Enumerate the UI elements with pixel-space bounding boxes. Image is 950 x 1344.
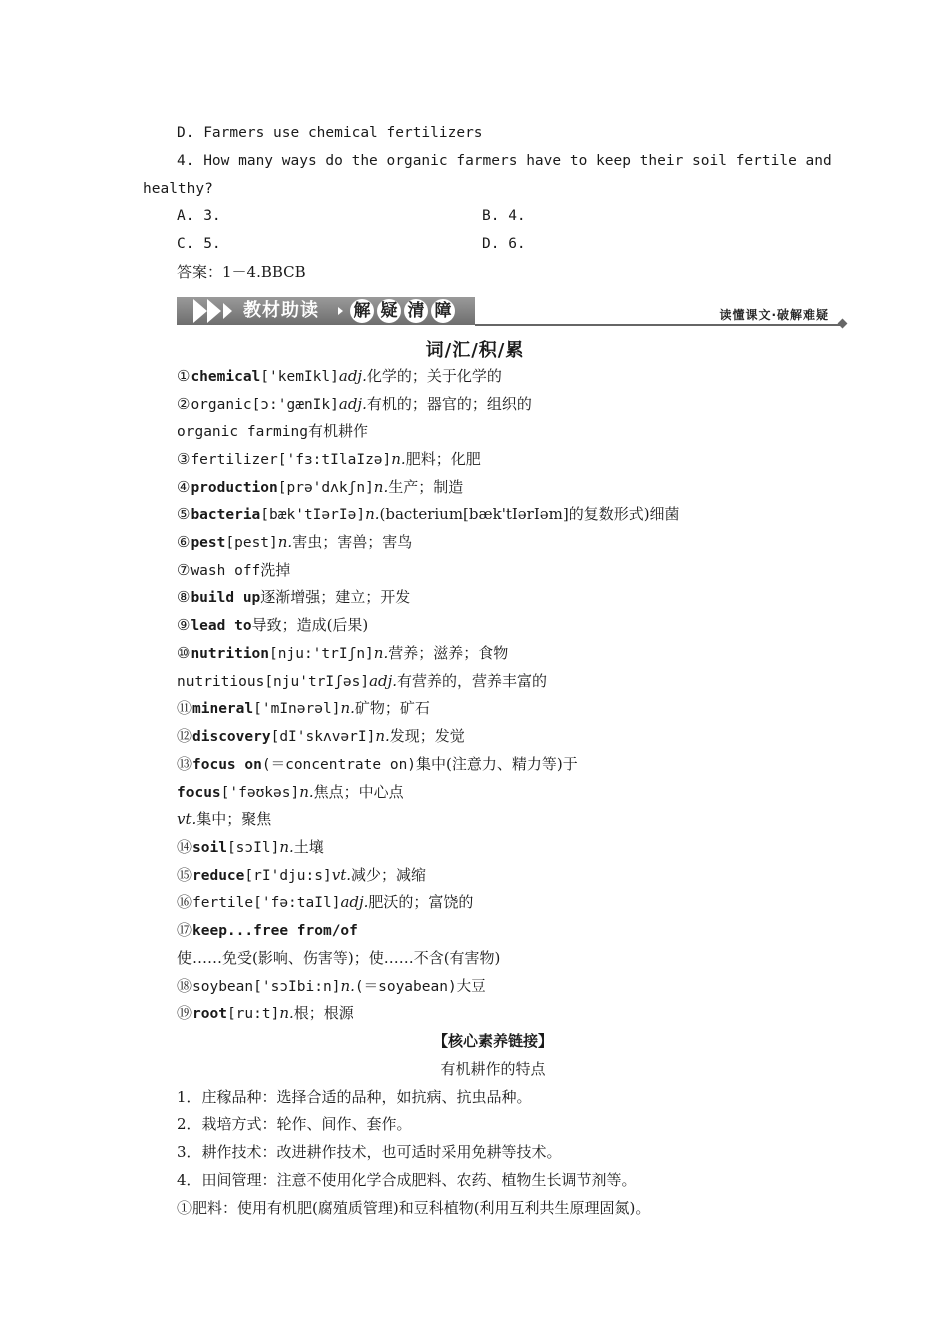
chevron-right-icon bbox=[193, 299, 207, 323]
core-subheading: 有机耕作的特点 bbox=[440, 1060, 546, 1078]
vocab-item: ①chemical['kemIkl]adj.化学的；关于化学的 bbox=[177, 367, 502, 385]
vocab-word: lead to bbox=[190, 618, 252, 634]
vocab-word: nutrition bbox=[190, 646, 270, 662]
vocab-word: root bbox=[192, 1006, 227, 1022]
vocab-word: soybean bbox=[192, 979, 254, 995]
vocab-word: chemical bbox=[190, 369, 261, 385]
vocab-item: ⑧build up逐渐增强；建立；开发 bbox=[177, 588, 411, 606]
option-a: A. 3. bbox=[177, 208, 221, 224]
question-4-line-1: 4. How many ways do the organic farmers have to keep their soil fertile and bbox=[177, 153, 832, 169]
vocab-item: ⑦wash off洗掉 bbox=[177, 561, 291, 579]
banner-title: 教材助读 bbox=[243, 300, 319, 321]
vocab-word: mineral bbox=[192, 701, 254, 717]
banner-title-badges bbox=[350, 299, 455, 323]
vocab-word: production bbox=[190, 480, 278, 496]
banner-subtitle: 读懂课文·破解难疑 bbox=[719, 308, 829, 322]
core-paragraph: 2．栽培方式：轮作、间作、套作。 bbox=[177, 1115, 412, 1133]
vocab-word: discovery bbox=[192, 729, 271, 745]
core-paragraph: ①肥料：使用有机肥(腐殖质管理)和豆科植物(利用互利共生原理固氮)。 bbox=[177, 1199, 651, 1217]
core-heading: 【核心素养链接】 bbox=[432, 1032, 553, 1050]
triangle-dot-icon bbox=[338, 307, 343, 315]
vocab-word: fertilizer bbox=[190, 452, 278, 468]
vocab-item: ②organic[ɔ:'gænIk]adj.有机的；器官的；组织的 bbox=[177, 395, 532, 413]
vocab-item: ⑱soybean['sɔIbi:n]n.(＝soyabean)大豆 bbox=[177, 977, 486, 995]
vocab-word: bacteria bbox=[190, 507, 261, 523]
diamond-icon bbox=[838, 319, 848, 329]
vocab-item: ⑭soil[sɔIl]n.土壤 bbox=[177, 838, 324, 856]
banner-badge-char: 疑 bbox=[377, 299, 401, 323]
question-4-options-row-1 bbox=[177, 206, 221, 226]
vocab-item: ⑨lead to导致；造成(后果) bbox=[177, 616, 369, 634]
option-c: C. 5. bbox=[177, 236, 221, 252]
vocab-item: nutritious[nju'trIʃəs]adj.有营养的，营养丰富的 bbox=[177, 672, 548, 690]
question-3-option-d: D. Farmers use chemical fertilizers bbox=[177, 125, 483, 141]
vocab-item: ⑤bacteria[bæk'tIərIə]n.(bacterium[bæk'tIərIəm]的复数形式)细菌 bbox=[177, 505, 680, 523]
vocab-item: focus['fəʊkəs]n.焦点；中心点 bbox=[177, 783, 404, 801]
vocab-item: ⑩nutrition[nju:'trIʃn]n.营养；滋养；食物 bbox=[177, 644, 509, 662]
core-paragraph: 4．田间管理：注意不使用化学合成肥料、农药、植物生长调节剂等。 bbox=[177, 1171, 637, 1189]
vocab-word: organic farming bbox=[177, 424, 308, 440]
vocab-item: ⑪mineral['mInərəl]n.矿物；矿石 bbox=[177, 699, 430, 717]
vocab-word: nutritious bbox=[177, 674, 265, 690]
vocab-word: wash off bbox=[190, 563, 261, 579]
vocab-item: ③fertilizer['fɜ:tIlaIzə]n.肥料；化肥 bbox=[177, 450, 481, 468]
vocab-word: organic bbox=[190, 397, 252, 413]
vocab-word: reduce bbox=[192, 868, 245, 884]
vocab-item: organic farming有机耕作 bbox=[177, 422, 368, 440]
banner-badge-char: 障 bbox=[431, 299, 455, 323]
chevron-right-icon bbox=[207, 299, 221, 323]
vocab-title: 词/汇/积/累 bbox=[425, 340, 525, 361]
vocab-item: ⑥pest[pest]n.害虫；害兽；害鸟 bbox=[177, 533, 413, 551]
core-paragraph: 3．耕作技术：改进耕作技术，也可适时采用免耕等技术。 bbox=[177, 1143, 562, 1161]
question-4-line-2: healthy? bbox=[143, 181, 213, 197]
vocab-item: 使……免受(影响、伤害等)；使……不含(有害物) bbox=[177, 949, 501, 967]
chevron-right-icon bbox=[223, 303, 232, 319]
section-banner bbox=[177, 295, 847, 329]
vocab-word: fertile bbox=[192, 895, 254, 911]
vocab-item: ⑰keep...free from/of bbox=[177, 921, 358, 939]
vocab-word: focus on bbox=[192, 757, 262, 773]
vocab-item: ⑫discovery[dI'skʌvərI]n.发现；发觉 bbox=[177, 727, 465, 745]
core-paragraph: 1．庄稼品种：选择合适的品种，如抗病、抗虫品种。 bbox=[177, 1088, 532, 1106]
vocab-item: ⑯fertile['fə:taIl]adj.肥沃的；富饶的 bbox=[177, 893, 474, 911]
option-b: B. 4. bbox=[482, 208, 526, 224]
vocab-word: soil bbox=[192, 840, 227, 856]
vocab-word: focus bbox=[177, 785, 221, 801]
banner-rule bbox=[475, 324, 843, 326]
vocab-item: ⑲root[ru:t]n.根；根源 bbox=[177, 1004, 354, 1022]
vocab-word: keep...free from/of bbox=[192, 923, 358, 939]
answer-line: 答案：1－4.BBCB bbox=[177, 263, 306, 281]
banner-badge-char: 清 bbox=[404, 299, 428, 323]
banner-badge-char: 解 bbox=[350, 299, 374, 323]
vocab-item: vt.集中；聚焦 bbox=[177, 810, 272, 828]
option-d: D. 6. bbox=[482, 236, 526, 252]
vocab-item: ⑮reduce[rI'dju:s]vt.减少；减缩 bbox=[177, 866, 427, 884]
vocab-word: build up bbox=[190, 590, 261, 606]
vocab-item: ⑬focus on(＝concentrate on)集中(注意力、精力等)于 bbox=[177, 755, 578, 773]
vocab-item: ④production[prə'dʌkʃn]n.生产；制造 bbox=[177, 478, 464, 496]
vocab-word: pest bbox=[190, 535, 226, 551]
